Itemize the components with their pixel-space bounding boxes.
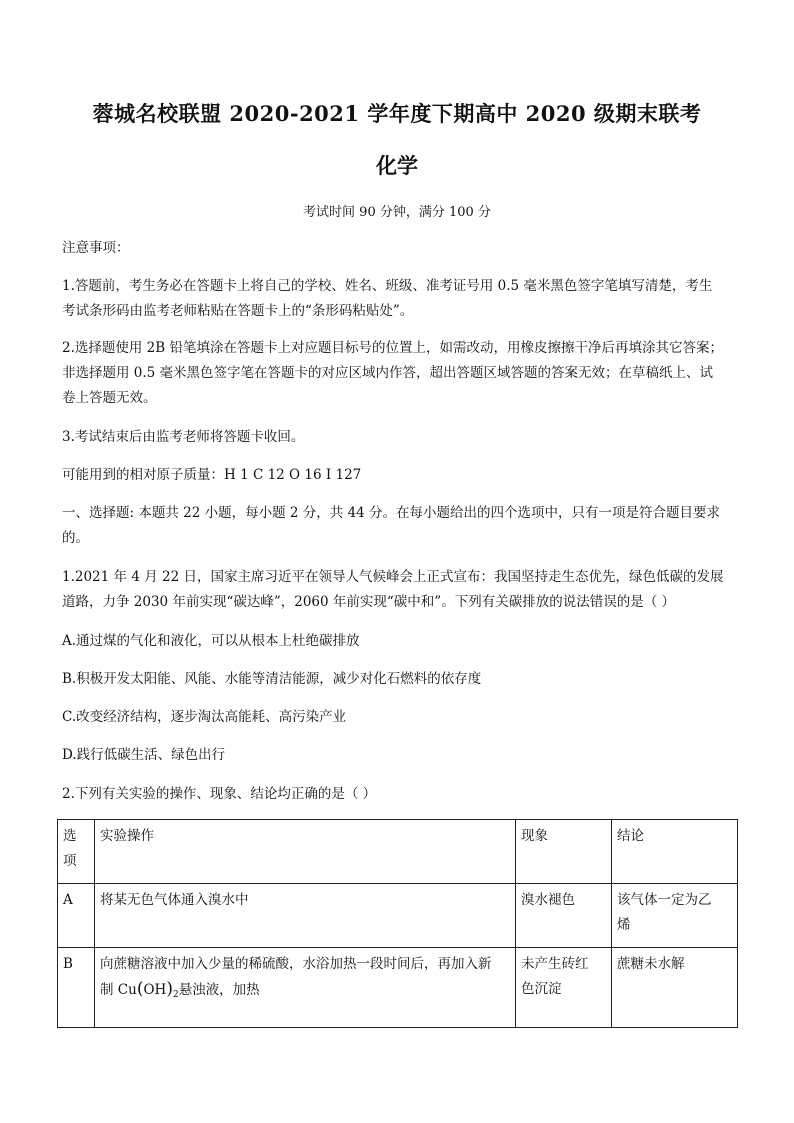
header-option-line-2: 项 (63, 853, 77, 869)
exam-title: 蓉城名校联盟 2020-2021 学年度下期高中 2020 级期末联考 (92, 101, 702, 126)
row-b-conclusion: 蔗糖未水解 (612, 948, 738, 1028)
row-b-formula-subscript: 2 (172, 990, 179, 1000)
table-row (58, 948, 738, 1028)
row-a-option: A (58, 884, 95, 948)
note-item-2 (62, 336, 742, 411)
row-a-phenomenon: 溴水褪色 (516, 884, 612, 948)
notes-heading: 注意事项： (62, 240, 130, 256)
row-b-operation-line-2: 制 $Cu(OH)_2$悬浊液，加热 (100, 979, 260, 1000)
row-a-operation: 将某无色气体通入溴水中 (95, 884, 516, 948)
question-1-option-b: B.积极开发太阳能、风能、水能等清洁能源，减少对化石燃料的依存度 (62, 671, 482, 687)
atomic-mass-line: 可能用到的相对原子质量：H 1 C 12 O 16 I 127 (62, 467, 362, 483)
note-item-1 (62, 274, 742, 324)
section-1-line-2: 的。 (62, 530, 89, 546)
row-b-operation-line-1: 向蔗糖溶液中加入少量的稀硫酸，水浴加热一段时间后，再加入新 (100, 956, 492, 972)
question-1-stem-line-1: 1.2021 年 4 月 22 日，国家主席习近平在领导人气候峰会上正式宣布：我国坚持走生态优先，绿色低碳的发展 (62, 569, 724, 585)
question-1-option-a: A.通过煤的气化和液化，可以从根本上杜绝碳排放 (62, 633, 360, 649)
row-a-conclusion (612, 884, 738, 948)
row-b-phenomenon-line-1: 未产生砖红 (521, 956, 589, 972)
row-a-conclusion-line-2: 烯 (617, 917, 631, 933)
table-row (58, 884, 738, 948)
question-2-table (57, 819, 738, 1028)
exam-subject: 化学 (376, 153, 418, 178)
header-operation: 实验操作 (95, 820, 516, 884)
row-b-phenomenon-line-2: 色沉淀 (521, 981, 562, 997)
row-b-option: B (58, 948, 95, 1028)
header-option-line-1: 选 (63, 828, 77, 844)
note-item-2-line-3: 卷上答题无效。 (62, 390, 157, 406)
row-b-phenomenon (516, 948, 612, 1028)
header-option (58, 820, 95, 884)
note-item-2-line-2: 非选择题用 0.5 毫米黑色签字笔在答题卡的对应区域内作答，超出答题区域答题的答案无效；在草稿纸上、试 (62, 365, 714, 381)
question-1-option-c: C.改变经济结构，逐步淘汰高能耗、高污染产业 (62, 709, 347, 725)
note-item-3: 3.考试结束后由监考老师将答题卡收回。 (62, 429, 305, 445)
row-b-formula-prefix: 制 Cu (100, 982, 137, 998)
note-item-1-line-2: 考试条形码由监考老师粘贴在答题卡上的“条形码粘贴处”。 (62, 303, 414, 319)
section-1-line-1: 一、选择题: 本题共 22 小题，每小题 2 分，共 44 分。在每小题给出的四个选项中，只有一项是符合题目要求 (62, 505, 721, 521)
note-item-1-line-1: 1.答题前，考生务必在答题卡上将自己的学校、姓名、班级、准考证号用 0.5 毫米黑色签字笔填写清楚，考生 (62, 278, 713, 294)
section-1-instructions (62, 501, 742, 551)
question-1-stem-line-2: 道路，力争 2030 年前实现“碳达峰”，2060 年前实现“碳中和”。下列有关碳排放的说法错误的是（ ） (62, 594, 675, 610)
header-conclusion: 结论 (612, 820, 738, 884)
exam-time-info: 考试时间 90 分钟，满分 100 分 (303, 205, 491, 220)
question-2-stem: 2.下列有关实验的操作、现象、结论均正确的是（ ） (62, 786, 377, 802)
question-1-option-d: D.践行低碳生活、绿色出行 (62, 747, 226, 763)
row-b-formula-inner: OH (143, 982, 167, 998)
header-phenomenon: 现象 (516, 820, 612, 884)
row-a-conclusion-line-1: 该气体一定为乙 (617, 892, 712, 908)
table-header-row (58, 820, 738, 884)
question-1-stem (62, 565, 742, 615)
row-b-operation (95, 948, 516, 1028)
note-item-2-line-1: 2.选择题使用 2B 铅笔填涂在答题卡上对应题目标号的位置上，如需改动，用橡皮擦擦干净后再填涂其它答案； (62, 340, 723, 356)
row-b-formula-suffix: 悬浊液，加热 (178, 982, 260, 998)
